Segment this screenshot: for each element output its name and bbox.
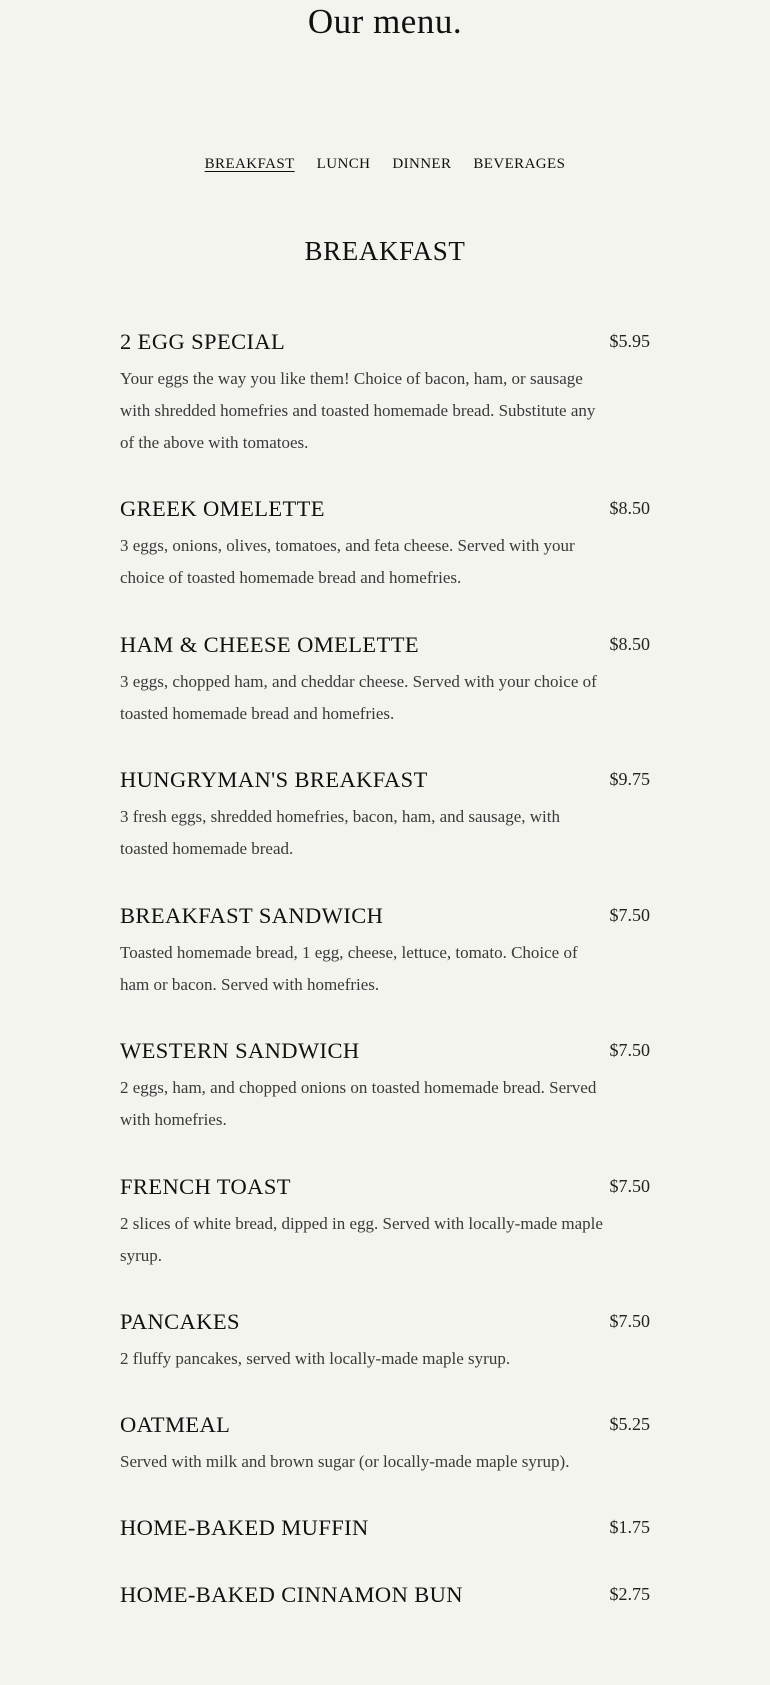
item-price: $5.25	[609, 1414, 650, 1434]
item-description: Your eggs the way you like them! Choice of bacon, ham, or sausage with shredded homefries and toasted homemade bread. Substitute any of the above with tomatoes.	[120, 369, 596, 452]
page-title: Our menu.	[307, 2, 463, 41]
section-title: BREAKFAST	[304, 236, 466, 266]
item-price: $7.50	[609, 905, 650, 925]
item-name: PANCAKES	[120, 1309, 240, 1334]
menu-item-western-sandwich	[120, 1036, 650, 1136]
item-price: $7.50	[609, 1311, 650, 1331]
item-description: Toasted homemade bread, 1 egg, cheese, lettuce, tomato. Choice of ham or bacon. Served with homefries.	[120, 943, 578, 994]
item-price: $5.95	[609, 331, 650, 351]
tab-breakfast[interactable]: BREAKFAST	[204, 156, 295, 172]
item-description: 3 fresh eggs, shredded homefries, bacon, ham, and sausage, with toasted homemade bread.	[120, 807, 560, 858]
item-price: $8.50	[609, 498, 650, 518]
item-name: HAM & CHEESE OMELETTE	[120, 632, 419, 657]
item-price: $7.50	[609, 1040, 650, 1060]
item-name: HUNGRYMAN'S BREAKFAST	[120, 767, 428, 792]
item-price: $2.75	[609, 1584, 650, 1604]
menu-item-breakfast-sandwich	[120, 901, 650, 1001]
item-description: 3 eggs, onions, olives, tomatoes, and feta cheese. Served with your choice of toasted homemade bread and homefries.	[120, 536, 575, 587]
menu-item-greek-omelette	[120, 494, 650, 594]
item-name: HOME-BAKED MUFFIN	[120, 1515, 369, 1540]
item-price: $8.50	[609, 634, 650, 654]
menu-item-home-baked-muffin	[120, 1513, 650, 1543]
item-price: $9.75	[609, 769, 650, 789]
item-description: 3 eggs, chopped ham, and cheddar cheese. Served with your choice of toasted homemade bread and homefries.	[120, 672, 597, 723]
item-description: Served with milk and brown sugar (or locally-made maple syrup).	[120, 1452, 570, 1471]
item-description: 2 eggs, ham, and chopped onions on toasted homemade bread. Served with homefries.	[120, 1078, 597, 1129]
item-price: $1.75	[609, 1517, 650, 1537]
tab-lunch[interactable]: LUNCH	[316, 156, 371, 172]
menu-tabs	[0, 156, 770, 173]
menu-item-oatmeal	[120, 1410, 650, 1478]
item-name: HOME-BAKED CINNAMON BUN	[120, 1582, 463, 1607]
menu-item-2-egg-special	[120, 327, 650, 459]
menu-item-french-toast	[120, 1172, 650, 1272]
tab-dinner[interactable]: DINNER	[392, 156, 452, 172]
menu-item-home-baked-cinnamon-bun	[120, 1580, 650, 1610]
item-name: GREEK OMELETTE	[120, 496, 325, 521]
item-name: BREAKFAST SANDWICH	[120, 903, 384, 928]
menu-item-ham-cheese-omelette	[120, 630, 650, 730]
item-description: 2 slices of white bread, dipped in egg. Served with locally-made maple syrup.	[120, 1214, 603, 1265]
item-name: FRENCH TOAST	[120, 1174, 291, 1199]
item-price: $7.50	[609, 1176, 650, 1196]
item-name: WESTERN SANDWICH	[120, 1038, 360, 1063]
item-description: 2 fluffy pancakes, served with locally-made maple syrup.	[120, 1349, 511, 1368]
item-name: OATMEAL	[120, 1412, 231, 1437]
menu-item-hungryman-breakfast	[120, 765, 650, 865]
menu-item-pancakes	[120, 1307, 650, 1375]
tab-beverages[interactable]: BEVERAGES	[473, 156, 566, 172]
item-name: 2 EGG SPECIAL	[120, 329, 286, 354]
